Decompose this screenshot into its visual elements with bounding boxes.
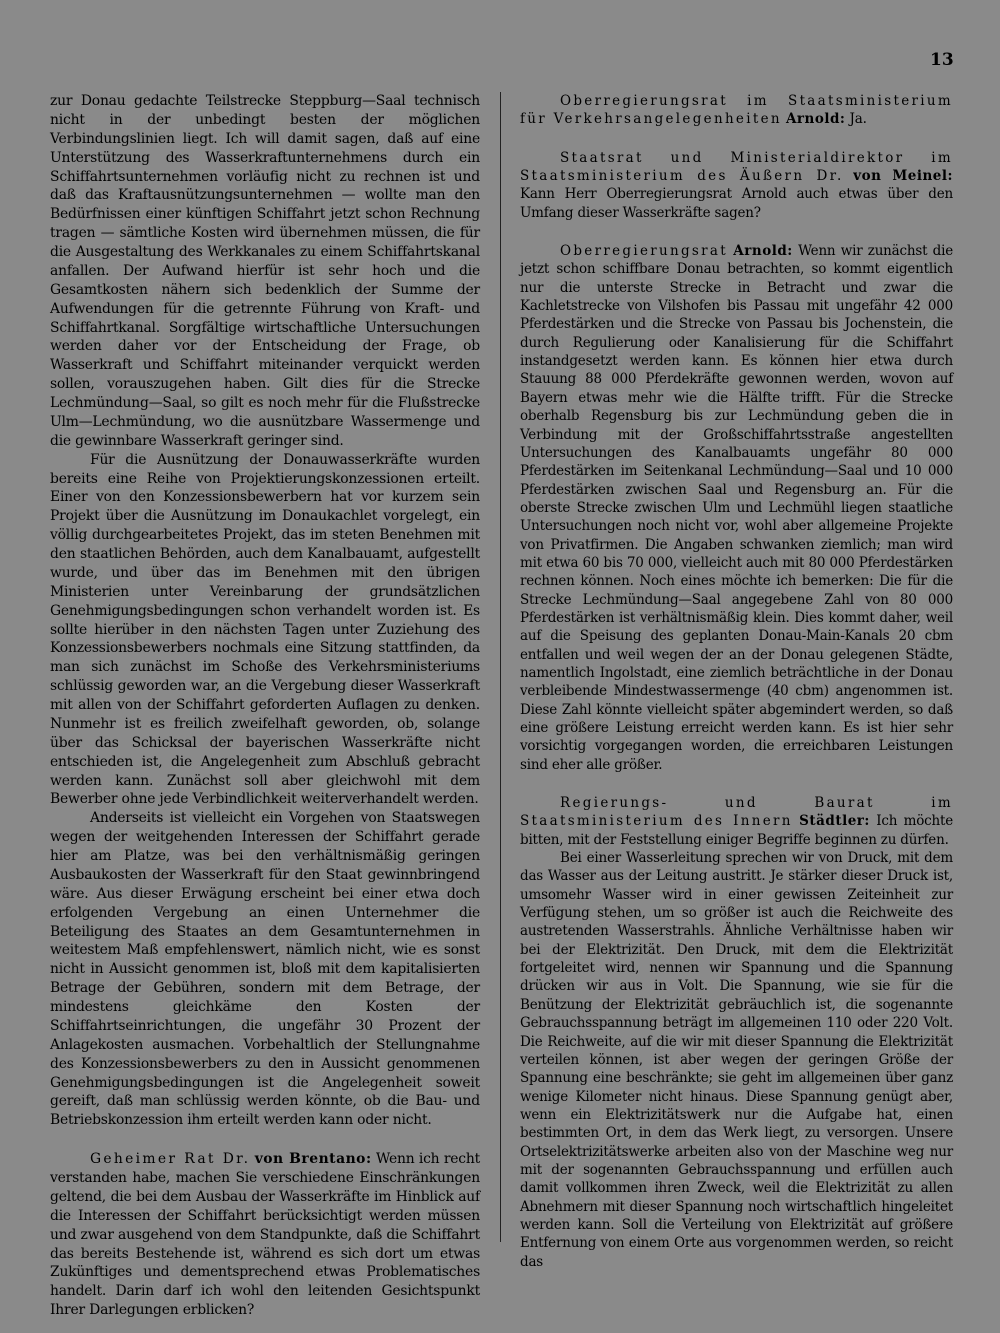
speaker-name: Arnold: <box>785 111 846 128</box>
speaker-name: Städtler: <box>799 813 870 830</box>
speaker-name: von Brentano: <box>254 1151 372 1168</box>
speech-staedtler <box>520 794 953 849</box>
speech-brentano <box>50 1150 480 1320</box>
speech-arnold-1 <box>520 92 953 129</box>
speech-text: Wenn ich recht verstanden habe, machen Sie verschiedene Einschränkungen geltend, die bei dem Ausbau der Wasserkräfte im Hinblick auf die Interessen der Schiffahrt berücksichtigt werden müssen und zwar ausgehend von dem Standpunkte, daß die Schiffahrt das bereits Bestehende ist, während es sich dort um etwas Zukünftiges und dementsprechend etwas Problematisches handelt. Darin darf ich wohl den leitenden Gesichtspunkt Ihrer Darlegungen erblicken? <box>50 1151 481 1319</box>
speaker-name: Arnold: <box>733 243 793 260</box>
paragraph: Für die Ausnützung der Donauwasserkräfte wurden bereits eine Reihe von Projektierungskonzessionen erteilt. Einer von den Konzessionsbewerbern hat vor kurzem sein Projekt über die Ausnützung im Donaukachlet vorgelegt, ein völlig durchgearbeitetes Projekt, das im steten Benehmen mit den staatlichen Behörden, auch dem Kanalbauamt, aufgestellt wurde, und über das im Benehmen mit den übrigen Ministerien unter Vereinbarung der grundsätzlichen Genehmigungsbedingungen schon verhandelt worden ist. Es sollte hierüber in den nächsten Tagen unter Zuziehung des Konzessionsbewerbers nochmals eine Sitzung stattfinden, da man sich zunächst im Schoße des Verkehrsministeriums schlüssig geworden war, an die Vergebung dieser Wasserkraft mit allen von der Schiffahrt geforderten Auflagen zu denken. Nunmehr ist es freilich zweifelhaft geworden, ob, solange über das Schicksal der bayerischen Wasserkräfte nicht entschieden ist, die Angelegenheit zum Abschluß gebracht werden kann. Zunächst soll aber gleichwohl mit dem Bewerber ohne jede Verbindlichkeit weiterverhandelt werden. <box>50 451 480 808</box>
paragraph: Bei einer Wasserleitung sprechen wir von Druck, mit dem das Wasser aus der Leitung austritt. Je stärker dieser Druck ist, umsomehr Wasser wird in einer gewissen Zeiteinheit zur Verfügung stehen, um so größer ist auch die Reichweite des austretenden Wasserstrahls. Ähnliche Verhältnisse haben wir bei der Elektrizität. Den Druck, mit dem die Elektrizität fortgeleitet wird, nennen wir Spannung und die Spannung drücken wir aus in Volt. Die Spannung, wie sie für die Benützung der Elektrizität gebräuchlich ist, die sogenannte Gebrauchsspannung beträgt im allgemeinen 110 oder 220 Volt. Die Reichweite, auf die wir mit dieser Spannung die Elektrizität verteilen können, ist aber wegen der geringen Größe der Spannung eine beschränkte; sie geht im allgemeinen über ganz wenige Kilometer nicht hinaus. Diese Spannung genügt aber, wenn ein Elektrizitätswerk nur die Aufgabe hat, einen bestimmten Ort, in dem das Werk liegt, zu versorgen. Unsere Ortselektrizitätswerke arbeiten also von der Maschine weg nur mit der sogenannten Gebrauchsspannung und erfüllen auch damit vollkommen ihren Zweck, weil die Elektrizität zu allen Abnehmern mit dieser Spannung noch wirtschaftlich hingeleitet werden kann. Soll die Verteilung von Elektrizität auf größere Entfernung von einem Orte aus vorgenommen werden, so reicht das <box>520 850 953 1270</box>
right-column <box>520 92 953 1271</box>
speech-text: Ich möchte bitten, mit der Feststellung einiger Begriffe beginnen zu dürfen. <box>520 813 953 848</box>
speech-text: Wenn wir zunächst die jetzt schon schiffbare Donau betrachten, so kommt eigentlich nur die unterste Strecke in Betracht und zwar die Kachletstrecke von Vilshofen bis Passau mit ungefähr 42 000 Pferdestärken und die Strecke von Passau bis Jochenstein, die durch Regulierung oder Kanalisierung für die Schiffahrt instandgesetzt werden kann. Es können hier etwa durch Stauung 88 000 Pferdekräfte gewonnen werden, wovon auf Bayern etwas mehr wie die Hälfte trifft. Für die Strecke oberhalb Regensburg bis zur Lechmündung geben die in Verbindung mit der Großschiffahrtsstraße angestellten Untersuchungen des Kanalbauamts ungefähr 80 000 Pferdestärken im Seitenkanal Lechmündung—Saal und 10 000 Pferdestärken zwischen Saal und Regensburg an. Für die oberste Strecke zwischen Ulm und Lechmühl liegen staatliche Untersuchungen noch nicht vor, wohl aber allgemeine Projekte von Privatfirmen. Die Angaben schwanken ziemlich; man wird mit etwa 60 bis 70 000, vielleicht auch mit 80 000 Pferdestärken rechnen können. Noch eines möchte ich bemerken: Die für die Strecke Lechmündung—Saal angegebene Zahl von 80 000 Pferdestärken ist verhältnismäßig klein. Dies kommt daher, weil auf die Speisung des geplanten Donau-Main-Kanals 20 cbm entfallen und weil wegen der an der Donau gelegenen Städte, namentlich Ingolstadt, eine ziemlich beträchtliche in der Donau verbleibende Mindestwassermenge (40 cbm) angenommen ist. Diese Zahl könnte vielleicht später abgemindert werden, so daß eine größere Leistung erreicht werden kann. Es ist hier sehr vorsichtig vorgegangen worden, die erreichbaren Leistungen sind eher alle größer. <box>520 243 953 773</box>
left-column <box>50 92 480 1320</box>
column-divider <box>500 92 501 1242</box>
speech-meinel <box>520 149 953 222</box>
speech-arnold-2 <box>520 242 953 774</box>
speech-text: Ja. <box>849 111 867 128</box>
speaker-title: Staatsrat und Ministerialdirektor im Staatsministerium des Äußern Dr. <box>520 149 953 185</box>
speaker-title: Oberregierungsrat im Staatsministerium für Verkehrsangelegenheiten <box>520 93 953 128</box>
speaker-title: Regierungs- und Baurat im Staatsministerium des Innern <box>520 795 953 830</box>
speaker-name: von Meinel: <box>853 168 953 185</box>
speaker-title: Geheimer Rat Dr. <box>90 1151 251 1168</box>
paragraph: zur Donau gedachte Teilstrecke Steppburg—Saal technisch nicht in der unbedingt besten der möglichen Verbindungslinien liegt. Ich will damit sagen, daß auf eine Unterstützung des Wasserkraftunternehmens durch ein Schiffahrtsunternehmen vorläufig nicht zu rechnen ist und daß das Kraftausnützungsunternehmen — wollte man den Bedürfnissen einer künftigen Schiffahrt jetzt schon Rechnung tragen — sämtliche Kosten wird übernehmen müssen, die für die Ausgestaltung des Werkkanales zu einem Schiffahrtskanal anfallen. Der Aufwand hierfür ist sehr hoch und die Gesamtkosten nähern sich bedenklich der Summe der Aufwendungen für die getrennte Führung von Kraft- und Schiffahrtkanal. Sorgfältige wirtschaftliche Untersuchungen werden daher vor der Entscheidung der Frage, ob Wasserkraft und Schiffahrt miteinander verquickt werden sollen, vorauszugehen haben. Gilt dies für die Strecke Lechmündung—Saal, so gilt es noch mehr für die Flußstrecke Ulm—Lechmündung, wo die ausnützbare Wassermenge und die gewinnbare Wasserkraft geringer sind. <box>50 93 480 449</box>
page-number: 13 <box>930 50 954 70</box>
speaker-title: Oberregierungsrat <box>560 243 728 260</box>
paragraph: Anderseits ist vielleicht ein Vorgehen von Staatswegen wegen der weitgehenden Interessen der Schiffahrt gerade hier am Platze, was bei den verhältnismäßig geringen Ausbaukosten der Wasserkraft für den Staat gewinnbringend wäre. Aus dieser Erwägung erscheint bei einer etwa doch erfolgenden Vergebung an einen Unternehmer die Beteiligung des Staates an dem Gesamtunternehmen in weitestem Maß empfehlenswert, nämlich nicht, wie es sonst nicht in Aussicht genommen ist, bloß mit dem kapitalisierten Betrage der Gebühren, sondern mit dem Betrage, der mindestens gleichkäme den Kosten der Schiffahrtseinrichtungen, die ungefähr 30 Prozent der Anlagekosten ausmachen. Vorbehaltlich der Stellungnahme des Konzessionsbewerbers zu den in Aussicht genommenen Genehmigungsbedingungen ist die Angelegenheit soweit gereift, daß man schlüssig werden könnte, ob die Bau- und Betriebskonzession ihm erteilt werden kann oder nicht. <box>50 810 480 1129</box>
speech-text: Kann Herr Oberregierungsrat Arnold auch etwas über den Umfang dieser Wasserkräfte sagen? <box>520 186 953 221</box>
